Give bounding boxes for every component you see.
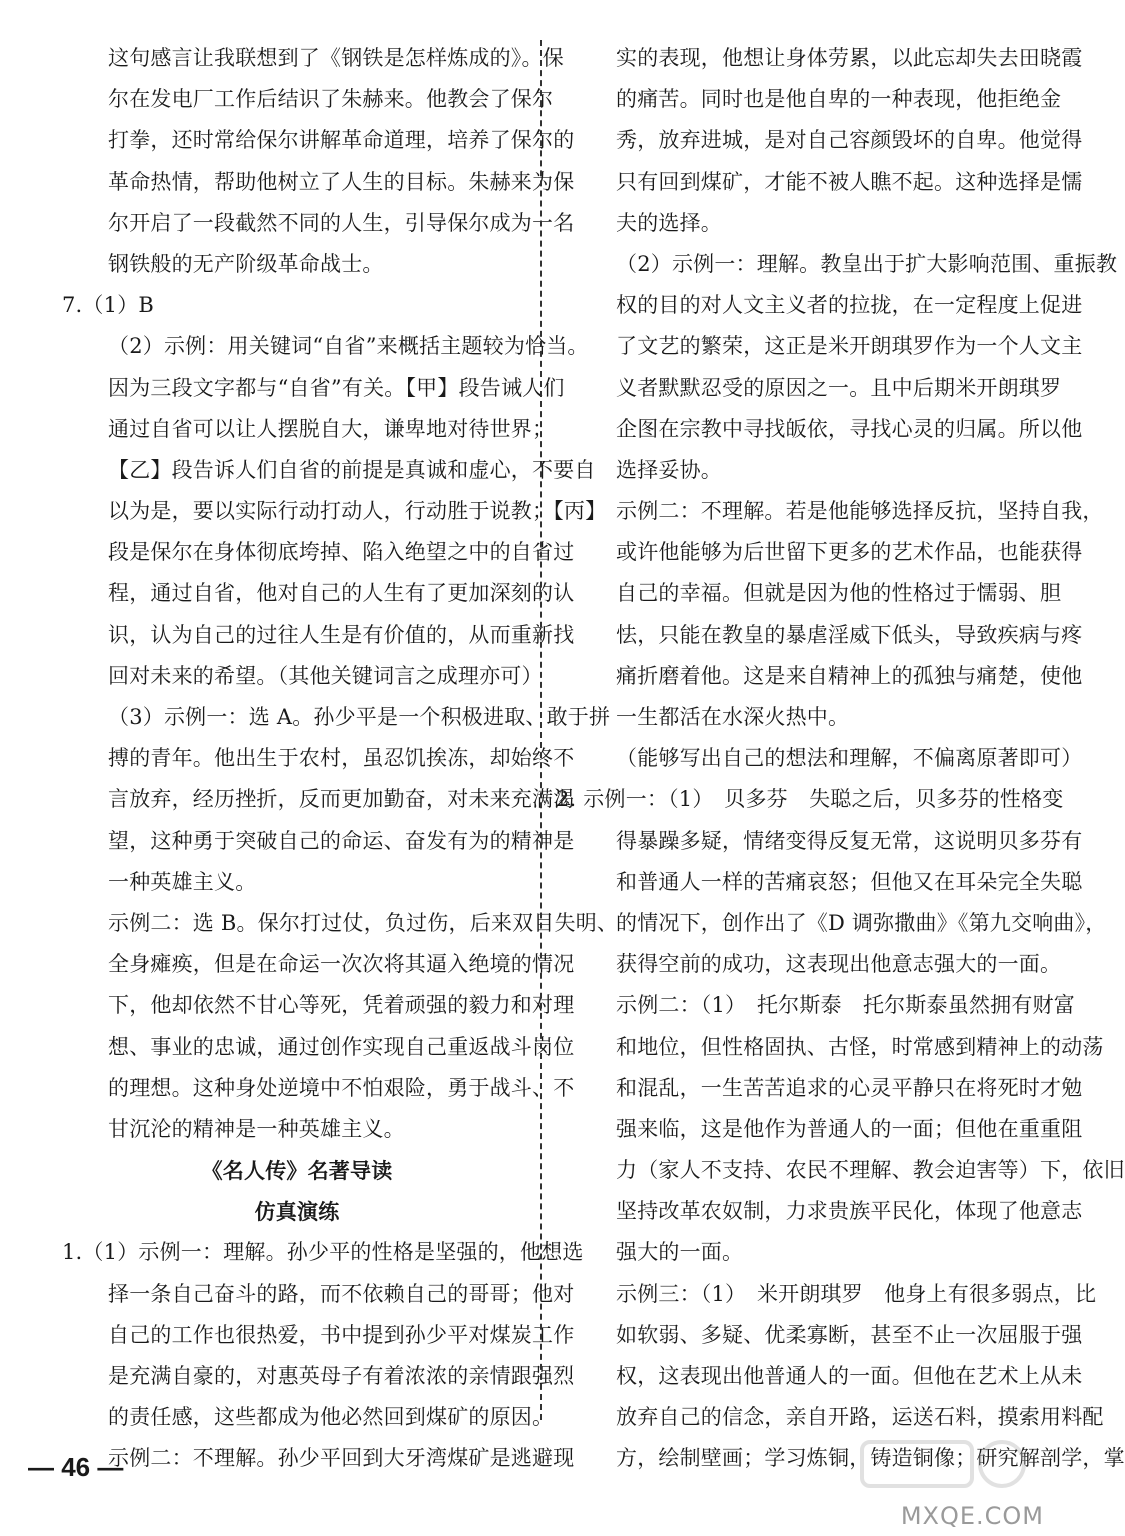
text-line: 和混乱，一生苦苦追求的心灵平静只在将死时才勉 [616,1075,1083,1100]
text-line: 义者默默忍受的原因之一。且中后期米开朗琪罗 [616,375,1062,400]
text-line: 【乙】段告诉人们自省的前提是真诚和虚心，不要自 [108,457,596,482]
text-line: 放弃自己的信念，亲自开路，运送石料，摸索用料配 [616,1405,1104,1430]
text-line: 示例二：选 B。保尔打过仗，负过伤，后来双目失明、 [108,910,619,935]
text-line: （3）示例一：选 A。孙少平是一个积极进取、敢于拼 [108,705,611,729]
text-line: 回对未来的希望。（其他关键词言之成理亦可） [108,663,543,688]
text-line: 择一条自己奋斗的路，而不依赖自己的哥哥；他对 [108,1281,575,1306]
text-line: 示例三：（1） 米开朗琪罗 他身上有很多弱点，比 [616,1281,1097,1306]
text-line: 实的表现，他想让身体劳累，以此忘却失去田晓霞 [616,46,1083,70]
text-line: 甘沉沦的精神是一种英雄主义。 [108,1116,405,1141]
text-line: 的理想。这种身处逆境中不怕艰险，勇于战斗、不 [108,1075,575,1100]
text-line: 获得空前的成功，这表现出他意志强大的一面。 [616,952,1062,977]
text-line: 的情况下，创作出了《D 调弥撒曲》《第九交响曲》， [616,910,1107,935]
text-line: 自己的幸福。但就是因为他的性格过于懦弱、胆 [616,581,1062,606]
text-line: 得暴躁多疑，情绪变得反复无常，这说明贝多芬有 [616,828,1083,853]
text-line: 段是保尔在身体彻底垮掉、陷入绝望之中的自省过 [108,540,575,565]
text-line: 选择妥协。 [616,457,722,482]
text-line: 示例二：不理解。若是他能够选择反抗，坚持自我， [616,499,1104,524]
text-line: 搏的青年。他出生于农村，虽忍饥挨冻，却始终不 [108,746,575,771]
column-divider [540,40,542,1420]
text-line: 全身瘫痪，但是在命运一次次将其逼入绝境的情况 [108,952,575,977]
text-line: 识，认为自己的过往人生是有价值的，从而重新找 [108,622,575,647]
text-line: 和地位，但性格固执、古怪，时常感到精神上的动荡 [616,1034,1104,1059]
text-line: 权，这表现出他普通人的一面。但他在艺术上从未 [616,1364,1083,1388]
text-line: 坚持改革农奴制，力求贵族平民化，体现了他意志 [616,1199,1083,1224]
text-line: 这句感言让我联想到了《钢铁是怎样炼成的》。保 [108,46,564,70]
text-line: 通过自省可以让人摆脱自大，谦卑地对待世界； [108,416,554,441]
text-line: 因为三段文字都与“自省”有关。【甲】段告诫人们 [108,375,565,400]
text-line: 夫的选择。 [616,210,722,235]
text-line: 了文艺的繁荣，这正是米开朗琪罗作为一个人文主 [616,334,1083,359]
text-line: 强大的一面。 [616,1240,744,1265]
text-line: （能够写出自己的想法和理解，不偏离原著即可） [616,746,1083,771]
text-line: 2. 示例一：（1） 贝多芬 失聪之后，贝多芬的性格变 [556,787,1064,812]
right-column [556,38,1125,1480]
text-line: 革命热情，帮助他树立了人生的目标。朱赫来为保 [108,169,575,194]
text-line: 的痛苦。同时也是他自卑的一种表现，他拒绝金 [616,87,1062,112]
page-number: — 46 — [28,1452,124,1482]
text-line: 如软弱、多疑、优柔寡断，甚至不止一次屈服于强 [616,1322,1083,1347]
text-line: 怯，只能在教皇的暴虐淫威下低头，导致疾病与疼 [616,622,1083,647]
section-heading: 仿真演练 [254,1199,340,1225]
text-line: 自己的工作也很热爱，书中提到孙少平对煤炭工作 [108,1322,575,1347]
watermark-text: MXQE.COM [900,1502,1044,1530]
text-line: （2）示例一：理解。教皇出于扩大影响范围、重振教 [616,251,1118,276]
text-line: 的责任感，这些都成为他必然回到煤矿的原因。 [108,1405,554,1430]
text-line: 想、事业的忠诚，通过创作实现自己重返战斗岗位 [108,1034,575,1059]
text-line: 以为是，要以实际行动打动人，行动胜于说教；【丙】 [108,499,607,524]
text-line: 和普通人一样的苦痛哀怒；但他又在耳朵完全失聪 [616,869,1083,894]
text-line: 方，绘制壁画；学习炼铜，铸造铜像；研究解剖学，掌 [616,1446,1125,1471]
text-line: 尔开启了一段截然不同的人生，引导保尔成为一名 [108,210,575,235]
text-line: 强来临，这是他作为普通人的一面；但他在重重阻 [616,1116,1083,1141]
text-line: 1.（1）示例一：理解。孙少平的性格是坚强的，他想选 [62,1240,584,1265]
text-line: 钢铁般的无产阶级革命战士。 [108,251,384,276]
text-line: 下，他却依然不甘心等死，凭着顽强的毅力和对理 [108,993,575,1018]
text-line: 示例二：（1） 托尔斯泰 托尔斯泰虽然拥有财富 [616,993,1075,1018]
text-line: 只有回到煤矿，才能不被人瞧不起。这种选择是懦 [616,169,1083,194]
text-line: （2）示例：用关键词“自省”来概括主题较为恰当。 [108,334,589,359]
text-line: 望，这种勇于突破自己的命运、奋发有为的精神是 [108,828,575,853]
text-line: 痛折磨着他。这是来自精神上的孤独与痛楚，使他 [616,663,1083,688]
section-heading: 《名人传》名著导读 [201,1158,393,1184]
text-line: 打拳，还时常给保尔讲解革命道理，培养了保尔的 [108,128,575,153]
text-line: 秀，放弃进城，是对自己容颜毁坏的自卑。他觉得 [616,128,1083,153]
text-line: 示例二：不理解。孙少平回到大牙湾煤矿是逃避现 [108,1446,575,1471]
text-line: 企图在宗教中寻找皈依，寻找心灵的归属。所以他 [616,416,1083,441]
text-line: 7.（1）B [62,293,155,318]
text-line: 尔在发电厂工作后结识了朱赫来。他教会了保尔 [108,87,554,112]
text-line: 一种英雄主义。 [108,869,257,894]
text-line: 一生都活在水深火热中。 [616,705,850,729]
text-line: 力（家人不支持、农民不理解、教会迫害等）下，依旧 [616,1158,1125,1183]
text-line: 或许他能够为后世留下更多的艺术作品，也能获得 [616,540,1083,565]
text-line: 是充满自豪的，对惠英母子有着浓浓的亲情跟强烈 [108,1364,575,1388]
text-line: 言放弃，经历挫折，反而更加勤奋，对未来充满渴 [108,787,575,812]
left-column [62,38,619,1480]
text-line: 权的目的对人文主义者的拉拢，在一定程度上促进 [616,293,1083,318]
text-line: 程，通过自省，他对自己的人生有了更加深刻的认 [108,581,575,606]
